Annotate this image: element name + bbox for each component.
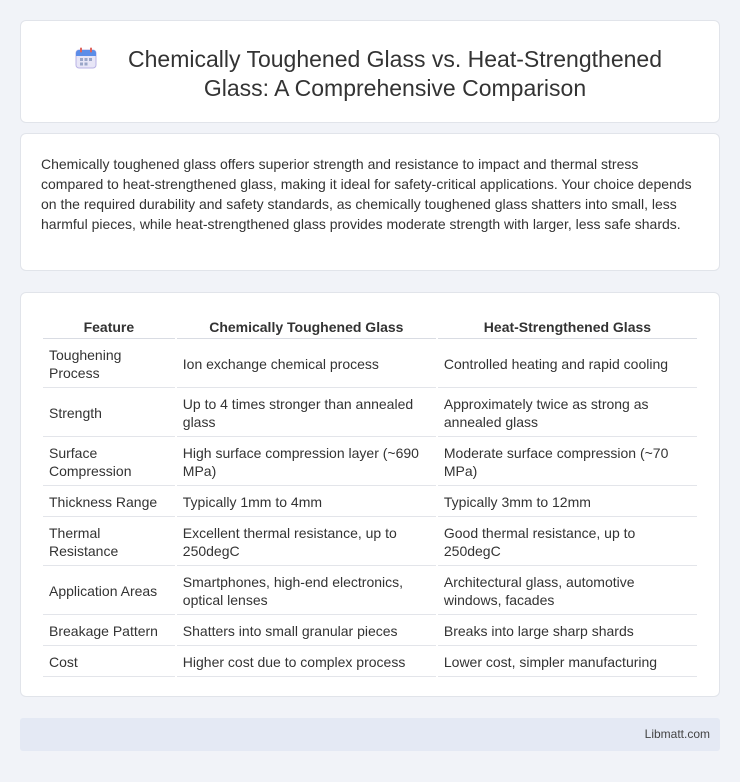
- table-row: [43, 341, 697, 388]
- column-header-feature: Feature: [43, 315, 175, 339]
- page-title: Chemically Toughened Glass vs. Heat-Strengthened Glass: A Comprehensive Comparison: [128, 46, 662, 101]
- comparison-table: [41, 313, 699, 679]
- chemically-toughened-cell: Smartphones, high-end electronics, optical lenses: [177, 568, 436, 615]
- feature-cell: Toughening Process: [43, 341, 175, 388]
- heat-strengthened-cell: Moderate surface compression (~70 MPa): [438, 439, 697, 486]
- feature-cell: Thickness Range: [43, 488, 175, 517]
- table-row: [43, 568, 697, 615]
- feature-cell: Cost: [43, 648, 175, 677]
- feature-cell: Breakage Pattern: [43, 617, 175, 646]
- column-header-heat-strengthened: Heat-Strengthened Glass: [438, 315, 697, 339]
- feature-cell: Strength: [43, 390, 175, 437]
- table-header-row: [43, 315, 697, 339]
- header-card: [20, 20, 720, 123]
- feature-cell: Thermal Resistance: [43, 519, 175, 566]
- table-row: [43, 519, 697, 566]
- heat-strengthened-cell: Good thermal resistance, up to 250degC: [438, 519, 697, 566]
- chemically-toughened-cell: Shatters into small granular pieces: [177, 617, 436, 646]
- heat-strengthened-cell: Lower cost, simpler manufacturing: [438, 648, 697, 677]
- table-row: [43, 488, 697, 517]
- footer-site-link[interactable]: Libmatt.com: [644, 727, 710, 741]
- table-row: [43, 390, 697, 437]
- heat-strengthened-cell: Approximately twice as strong as annealed glass: [438, 390, 697, 437]
- feature-cell: Application Areas: [43, 568, 175, 615]
- footer: [20, 718, 720, 751]
- summary-text: Chemically toughened glass offers superior strength and resistance to impact and thermal stress compared to heat-strengthened glass, making it ideal for safety-critical applications. Your choice depends on the required durability and safety standards, as chemically toughened glass shatters into small, less harmful pieces, while heat-strengthened glass provides moderate strength with larger, less safe shards.: [41, 156, 692, 232]
- chemically-toughened-cell: High surface compression layer (~690 MPa): [177, 439, 436, 486]
- table-row: [43, 439, 697, 486]
- comparison-table-card: [20, 292, 720, 697]
- column-header-chemically-toughened: Chemically Toughened Glass: [177, 315, 436, 339]
- heat-strengthened-cell: Breaks into large sharp shards: [438, 617, 697, 646]
- chemically-toughened-cell: Ion exchange chemical process: [177, 341, 436, 388]
- heat-strengthened-cell: Typically 3mm to 12mm: [438, 488, 697, 517]
- summary-card: [20, 133, 720, 271]
- heat-strengthened-cell: Controlled heating and rapid cooling: [438, 341, 697, 388]
- table-row: [43, 617, 697, 646]
- feature-cell: Surface Compression: [43, 439, 175, 486]
- table-row: [43, 648, 697, 677]
- chemically-toughened-cell: Up to 4 times stronger than annealed glass: [177, 390, 436, 437]
- chemically-toughened-cell: Typically 1mm to 4mm: [177, 488, 436, 517]
- heat-strengthened-cell: Architectural glass, automotive windows, facades: [438, 568, 697, 615]
- chemically-toughened-cell: Higher cost due to complex process: [177, 648, 436, 677]
- chemically-toughened-cell: Excellent thermal resistance, up to 250degC: [177, 519, 436, 566]
